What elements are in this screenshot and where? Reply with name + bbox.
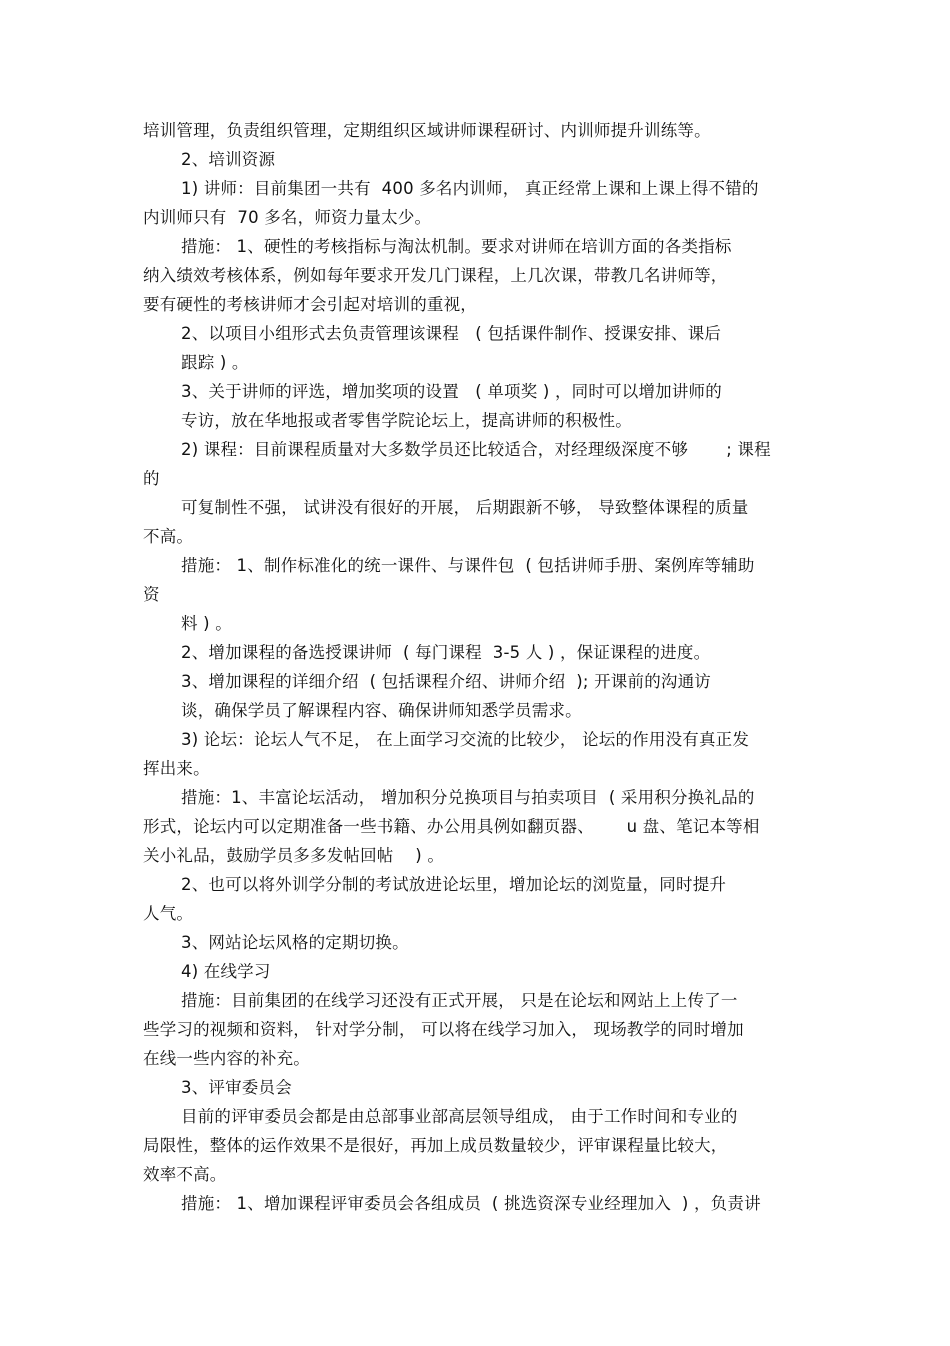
text-line: 局限性，整体的运作效果不是很好，再加上成员数量较少，评审课程量比较大， bbox=[143, 1136, 728, 1155]
section-heading: 3、评审委员会 bbox=[181, 1078, 292, 1097]
text-line: 谈，确保学员了解课程内容、确保讲师知悉学员需求。 bbox=[181, 701, 582, 720]
text-line: 关小礼品，鼓励学员多多发帖回帖 ) 。 bbox=[143, 846, 445, 865]
text-line: 纳入绩效考核体系，例如每年要求开发几门课程，上几次课，带教几名讲师等， bbox=[143, 266, 728, 285]
text-line: 可复制性不强， 试讲没有很好的开展， 后期跟新不够， 导致整体课程的质量 bbox=[181, 498, 749, 517]
text-line: 2、也可以将外训学分制的考试放进论坛里，增加论坛的浏览量，同时提升 bbox=[181, 875, 727, 894]
text-line: 资 bbox=[143, 585, 160, 604]
text-line: 些学习的视频和资料， 针对学分制， 可以将在线学习加入， 现场教学的同时增加 bbox=[143, 1020, 744, 1039]
section-heading: 2、培训资源 bbox=[181, 150, 276, 169]
text-line: 料 ) 。 bbox=[181, 614, 232, 633]
text-line: 措施： 1、制作标准化的统一课件、与课件包 ( 包括讲师手册、案例库等辅助 bbox=[181, 556, 755, 575]
section-heading: 4) 在线学习 bbox=[181, 962, 271, 981]
text-line: 3、关于讲师的评选，增加奖项的设置 ( 单项奖 ) ，同时可以增加讲师的 bbox=[181, 382, 722, 401]
text-line: 措施： 1、增加课程评审委员会各组成员 ( 挑选资深专业经理加入 ) ，负责讲 bbox=[181, 1194, 761, 1213]
text-line: 目前的评审委员会都是由总部事业部高层领导组成， 由于工作时间和专业的 bbox=[181, 1107, 738, 1126]
text-line: 形式，论坛内可以定期准备一些书籍、办公用具例如翻页器、 u 盘、笔记本等相 bbox=[143, 817, 760, 836]
text-line: 内训师只有 70 多名，师资力量太少。 bbox=[143, 208, 432, 227]
text-line: 措施：1、丰富论坛活动， 增加积分兑换项目与拍卖项目 ( 采用积分换礼品的 bbox=[181, 788, 755, 807]
text-line: 2、增加课程的备选授课讲师 ( 每门课程 3-5 人 ) ，保证课程的进度。 bbox=[181, 643, 711, 662]
text-line: 不高。 bbox=[143, 527, 194, 546]
text-line: 要有硬性的考核讲师才会引起对培训的重视， bbox=[143, 295, 477, 314]
text-line: 挥出来。 bbox=[143, 759, 210, 778]
text-line: 专访，放在华地报或者零售学院论坛上，提高讲师的积极性。 bbox=[181, 411, 632, 430]
text-line: 2) 课程：目前课程质量对大多数学员还比较适合，对经理级深度不够 ; 课程 bbox=[181, 440, 771, 459]
text-line: 措施：目前集团的在线学习还没有正式开展， 只是在论坛和网站上上传了一 bbox=[181, 991, 738, 1010]
text-line: 措施： 1、硬性的考核指标与淘汰机制。要求对讲师在培训方面的各类指标 bbox=[181, 237, 732, 256]
text-line: 3、增加课程的详细介绍 ( 包括课程介绍、讲师介绍 ); 开课前的沟通访 bbox=[181, 672, 712, 691]
text-line: 在线一些内容的补充。 bbox=[143, 1049, 310, 1068]
text-line: 1) 讲师：目前集团一共有 400 多名内训师， 真正经常上课和上课上得不错的 bbox=[181, 179, 759, 198]
text-line: 的 bbox=[143, 469, 160, 488]
text-line: 效率不高。 bbox=[143, 1165, 227, 1184]
text-line: 2、以项目小组形式去负责管理该课程 ( 包括课件制作、授课安排、课后 bbox=[181, 324, 722, 343]
text-line: 3、网站论坛风格的定期切换。 bbox=[181, 933, 409, 952]
text-line: 3) 论坛：论坛人气不足， 在上面学习交流的比较少， 论坛的作用没有真正发 bbox=[181, 730, 750, 749]
text-line: 跟踪 ) 。 bbox=[181, 353, 249, 372]
text-line: 培训管理，负责组织管理，定期组织区域讲师课程研讨、内训师提升训练等。 bbox=[143, 121, 711, 140]
text-line: 人气。 bbox=[143, 904, 194, 923]
